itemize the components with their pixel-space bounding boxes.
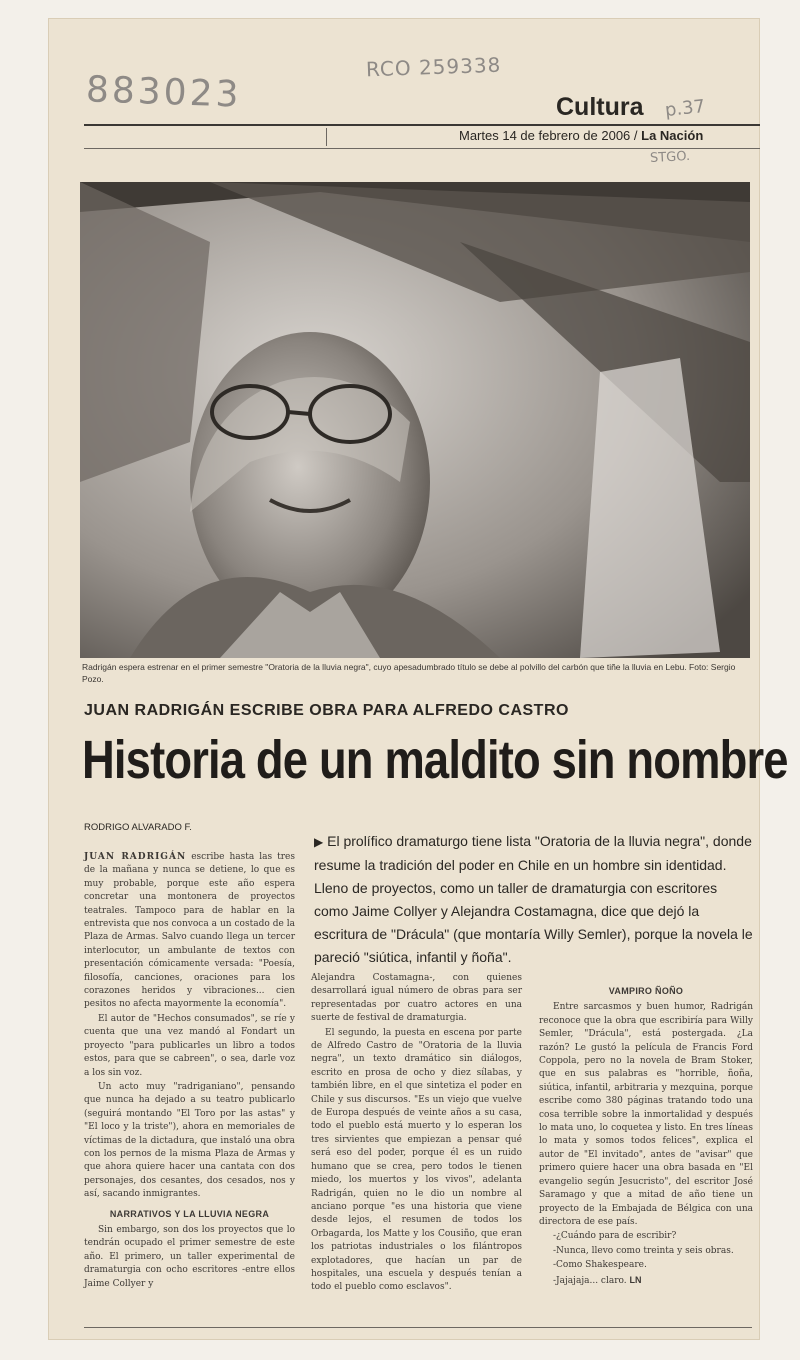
lead-text: El prolífico dramaturgo tiene lista "Oratoria de la lluvia negra", donde resume la tradición del poder en Chile en un hombre sin identidad. Lleno de proyectos, como un taller de dramaturgia con escritores como Jaime Collyer y Alejandra Costamagna, dice que dejó la escritura de "Drácula" (que montaría Willy Semler), porque la novela le pareció "siútica, infantil y ñoña". xyxy=(314,833,753,965)
interview-question: -Como Shakespeare. xyxy=(553,1260,647,1271)
newspaper-name: La Nación xyxy=(641,128,704,143)
article-photo xyxy=(80,182,750,658)
photo-illustration xyxy=(80,182,750,658)
bottom-rule xyxy=(84,1327,752,1328)
paragraph: Alejandra Costamagna-, con quienes desarrollará igual número de obras para ser representadas por cuatro actores en una suerte de festival de dramaturgia. xyxy=(311,973,522,1024)
header-tick xyxy=(326,128,327,146)
article-column-2 xyxy=(311,972,522,1296)
article-kicker: JUAN RADRIGÁN ESCRIBE OBRA PARA ALFREDO CASTRO xyxy=(84,702,569,719)
archive-stamp: RCO 259338 xyxy=(365,52,502,82)
subheading: NARRATIVOS Y LA LLUVIA NEGRA xyxy=(109,1208,270,1219)
article-lead xyxy=(314,830,754,969)
section-title: Cultura xyxy=(556,93,644,121)
interview-answer: -Nunca, llevo como treinta y seis obras. xyxy=(553,1245,734,1256)
drop-name: JUAN RADRIGÁN xyxy=(84,852,187,862)
article-headline: Historia de un maldito sin nombre xyxy=(82,730,788,790)
article-column-3 xyxy=(539,985,753,1289)
article-byline: RODRIGO ALVARADO F. xyxy=(84,822,192,833)
header-rule-top xyxy=(84,124,760,126)
paragraph: Entre sarcasmos y buen humor, Radrigán reconoce que la obra que escribiría para Willy Semler, "Drácula", está postergada. ¿La razón? Le gustó la película de Francis Ford Coppola, pero no la novela de Bram Stoker, que en sus palabras es "horrible, ñoña, siútica, infantil, arbitraria y mezquina, porque escribe como 380 páginas tratando todo una cosa terrible sobre la inmortalidad y después lo mata uno, lo coquetea y listo. En tres líneas lo mata y somos todos felices", explica el autor de "El invitado", antes de "avisar" que primero quiere hacer una obra basada en "El evangelio según Jesucristo", del escritor José Saramago y que a mitad de año tiene un proyecto de la Embajada de Bélgica con una directora de ese país. xyxy=(539,1002,753,1227)
interview-question: -¿Cuándo para de escribir? xyxy=(553,1231,677,1242)
subheading: VAMPIRO ÑOÑO xyxy=(608,986,684,996)
header-rule-bottom xyxy=(84,148,760,149)
paragraph: Un acto muy "radriganiano", pensando que nunca ha dejado a su teatro publicarlo (seguirá montando "El Toro por las astas" y "El loco y la triste"), ahora en memoriales de víctimas de la dictadura, que instaló una obra con los pernos de la misma Plaza de Armas y que ahora quiere hacer una cantata con dos personajes, dos cesantes, dos cesados, nos y así, sacando inmigrantes. xyxy=(84,1081,295,1200)
interview-answer: -Jajajaja... claro. LN xyxy=(553,1274,642,1286)
page-note: p.37 xyxy=(664,95,707,122)
dateline xyxy=(459,128,703,143)
paragraph: Sin embargo, son dos los proyectos que lo tendrán ocupado el primer semestre de este año. El primero, un taller experimental de dramaturgia con ocho escritores -entre ellos Jaime Collyer y xyxy=(84,1224,295,1289)
lead-arrow-icon: ▶ xyxy=(314,835,324,849)
article-column-1 xyxy=(84,851,295,1292)
signature: LN xyxy=(629,1274,642,1285)
archive-number: 883023 xyxy=(85,69,243,116)
paragraph: El segundo, la puesta en escena por parte de Alfredo Castro de "Oratoria de la lluvia negra", un texto dramático sin diálogos, escrito en prosa de ocho y diez sílabas, y también libre, en el que sintetiza el poder en Chile y sus discursos. "Es un viejo que vuelve de Europa después de veinte años a su casa, todo el pueblo está muerto y lo esperan los tres sirvientes que empiezan a pensar qué será eso del poder, porque él es un ruido humano que se crea, pero todos le tienen miedo, los muertos y los vivos", adelanta Radrigán, quien no le dio un nombre al anciano porque "es una historia que viene desde lejos, el resumen de todos los Orbagarda, los Matte y los Cousiño, que eran los patriotas industriales o los filántropos explotadores, que hacían un par de hospitales, una escuela y después tenían a todo el pueblo como esclavos". xyxy=(311,1027,522,1293)
city-note: STGO. xyxy=(649,148,691,167)
paragraph: JUAN RADRIGÁN escribe hasta las tres de la mañana y nunca se detiene, lo que es muy probable, porque este año espera concretar una montonera de proyectos teatrales. Tampoco para de hablar en la entrevista que nos convoca a un costado de la Plaza de Armas. Salvo cuando llega un tercer interlocutor, un ambulante de textos con presentación cómicamente versada: "Poesía, filosofía, canciones, oraciones para los corazones heridos y vibraciones... cien pesitos no afecta mayormente la economía". xyxy=(84,852,295,1010)
photo-caption: Radrigán espera estrenar en el primer semestre "Oratoria de la lluvia negra", cuyo apesadumbrado título se debe al polvillo del carbón que tiñe la lluvia en Lebu. Foto: Sergio Pozo. xyxy=(82,662,736,684)
date-text: Martes 14 de febrero de 2006 / xyxy=(459,128,638,143)
paragraph: El autor de "Hechos consumados", se ríe y cuenta que una vez mandó al Fondart un proyecto "para publicarles un libro a todos estos, para que se cabreen", o sea, darle voz a los sin voz. xyxy=(84,1013,295,1078)
